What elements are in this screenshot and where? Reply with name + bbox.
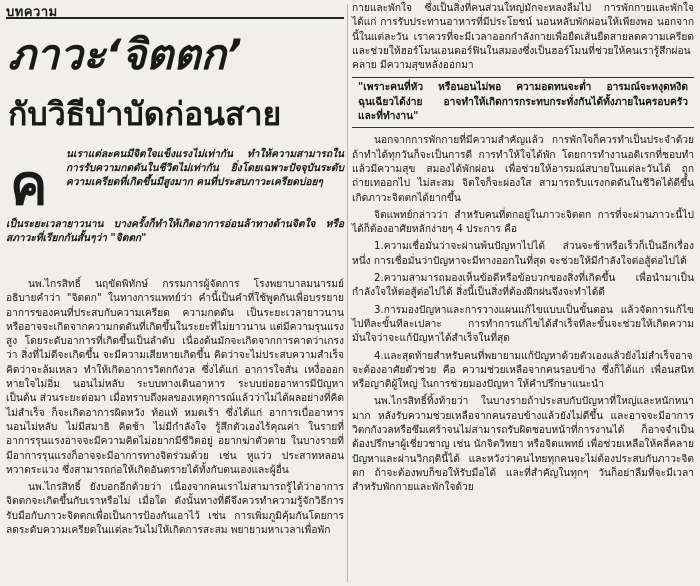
lead-text-rest: เป็นระยะเวลายาวนาน บางครั้งก็ทำให้เกิดอาการอ่อนล้าทางด้านจิตใจ หรือสภาวะที่เรียกกันสั้นๆว่า "จิตตก" xyxy=(6,219,344,244)
column-divider xyxy=(347,4,348,582)
right-body xyxy=(352,2,694,499)
pull-quote: "เพราะคนที่หัว หรือนอนไม่พอ ความอดทนจะต่ำ อารมณ์จะหงุดหงิด ฉุนเฉียวได้ง่าย อาจทำให้เกิดการกระทบกระทั่งกันได้ทั้งภายในครอบครัวและที่ทำงาน" xyxy=(352,77,694,128)
body-paragraph: นพ.ไกรสิทธิ์ ยังบอกอีกด้วยว่า เนื่องจากคนเราไม่สามารถรู้ได้ว่าอาการจิตตกจะเกิดขึ้นกับเราหรือไม่ เมื่อใด ดังนั้นทางที่ดีจึงควรทำความรู้จักวิธีการรับมือกับภาวะจิตตกเพื่อเป็นการป้องกันเอาไว้ เช่น การเพิ่มภูมิคุ้มกันโดยการลดระดับความเครียดในแต่ละวันไม่ให้เกิดการสะสม พยายามหาเวลาเพื่อพัก xyxy=(6,482,344,537)
body-paragraph: จิตแพทย์กล่าวว่า สำหรับคนที่ตกอยู่ในภาวะจิตตก การที่จะผ่านภาวะนี้ไปได้ก็ต้องอาศัยหลักง่ายๆ 4 ประการ คือ xyxy=(352,209,694,236)
list-item: 3.การมองปัญหาและการวางแผนแก้ไขแบบเป็นขั้นตอน แล้วจัดการแก้ไขไปทีละขั้นทีละเปลาะ การทำการแก้ไขได้สำเร็จทีละขั้นจะช่วยให้เกิดความมั่นใจว่าจะแก้ปัญหาได้สำเร็จในที่สุด xyxy=(352,304,694,345)
body-paragraph: นพ.ไกรสิทธิ์ นฤขัตพิทักษ์ กรรมการผู้จัดการ โรงพยาบาลมนารมย์ อธิบายคำว่า "จิตตก" ในทางการแพทย์ว่า คำนี้เป็นคำที่ใช้พูดกันเพื่อบรรยายอาการของคนที่ประสบกับความเครียด ความกดดัน เป็นระยะเวลายาวนาน หรืออาจจะเกิดจากความกดดันที่เกิดขึ้นในระยะที่ไม่ยาวนาน แต่มีความรุนแรงสูง โดยระดับอาการที่เกิดขึ้นเป็นลำดับ เนื่องด้นมักจะเกิดจากการคาดว่าเกรงว่า สิ่งที่ไม่ดีจะเกิดขึ้น จะมีความเสียหายเกิดขึ้น คิดว่าจะไม่ประสบความสำเร็จ คิดว่าจะล้มเหลว ทำให้เกิดอาการวิตกกังวล ซึ่งได้แก่ อาการใจสั่น เหงื่อออก หายใจไม่อิ่ม นอนไม่หลับ ระบบทางเดินอาหาร ระบบย่อยอาหารมีปัญหา เป็นต้น ส่วนระยะต่อมา เมื่อทราบถึงผลของเหตุการณ์แล้วว่าไม่ได้ผลอย่างที่คิด ไม่สำเร็จ ก็จะเกิดอาการผิดหวัง ท้อแท้ หมดเร้า ซึ่งได้แก่ อาการเบื่ออาหาร นอนไม่หลับ ไม่มีสมาธิ คิดช้า ไม่มีกำลังใจ รู้สึกตัวเองไร้คุณค่า ในรายที่อาการรุนแรงอาจจะมีความคิดไม่อยากมีชีวิตอยู่ อยากฆ่าตัวตาย ในบางรายที่มีอาการรุนแรงก็อาจจะมีอาการทางจิตร่วมด้วย เช่น หูแว่ว ประสาทหลอน หวาดระแวง ซึ่งสามารถก่อให้เกิดอันตรายได้ทั้งกับตนเองและผู้อื่น xyxy=(6,279,344,476)
right-column xyxy=(352,0,694,586)
left-body xyxy=(6,278,344,541)
lead-paragraph xyxy=(6,148,344,276)
list-item: 1.ความเชื่อมั่นว่าจะผ่านพ้นปัญหาไปได้ ส่วนจะช้าหรือเร็วก็เป็นอีกเรื่องหนึ่ง การเชื่อมั่นว่าปัญหาจะมีทางออกในที่สุด จะช่วยให้มีกำลังใจต่อสู้ต่อไปได้ xyxy=(352,241,694,267)
list-item: 4.และสุดท้ายสำหรับคนที่พยายามแก้ปัญหาด้วยตัวเองแล้วยังไม่สำเร็จอาจจะต้องอาศัยตัวช่วย คือ ความช่วยเหลือจากคนรอบข้าง ซึ่งก็ได้แก่ เพื่อนสนิท หรือญาติผู้ใหญ่ ในการช่วยมองปัญหา ให้คำปรึกษาแนะนำ xyxy=(352,350,694,391)
list-item: 2.ความสามารถมองเห็นข้อดีหรือข้อบวกของสิ่งที่เกิดขึ้น เพื่อนำมาเป็นกำลังใจให้ต่อสู้ต่อไปได้ สิ่งนี้เป็นสิ่งที่ต้องฝึกฝนจึงจะทำได้ดี xyxy=(352,273,694,299)
body-paragraph: นอกจากการพักกายที่มีความสำคัญแล้ว การพักใจก็ควรทำเป็นประจำด้วย ถ้าทำได้ทุกวันก็จะเป็นการดี การทำให้ใจได้พัก โดยการทำงานอดิเรกที่ชอบทำแล้วมีความสุข สมองได้พักผ่อน เพื่อช่วยให้อารมณ์สบายในแต่ละวันได้ ถูกถ่ายเทออกไป ไม่สะสม จิตใจก็จะผ่องใส สามารถรับแรงกดดันในชีวิตได้ดีขึ้น เกิดภาวะจิตตกได้ยากขึ้น xyxy=(352,135,694,204)
headline-line-2: กับวิธีบำบัดก่อนสาย xyxy=(8,95,282,133)
lead-text-first: นเราแต่ละคนมีจิตใจแข็งแรงไม่เท่ากัน ทำให้ความสามารถในการรับความกดดันในชีวิตไม่เท่ากัน ยิ่งโดยเฉพาะปัจจุบันระดับความเครียดที่เกิดขึ้นมีสูงมาก คนที่ประสบภาวะเครียดบ่อยๆ xyxy=(66,149,344,188)
headline-line-1: ภาวะ‘จิตตก’ xyxy=(8,30,242,79)
section-tag xyxy=(6,3,344,19)
body-paragraph: นพ.ไกรสิทธิ์ทิ้งท้ายว่า ในบางรายถ้าประสบกับปัญหาที่ใหญ่และหนักหนามาก หลังรับความช่วยเหลือจากคนรอบข้างแล้วยังไม่ดีขึ้น และอาจจะมีอาการวิตกกังวลหรือซึมเศร้าจนไม่สามารถรับผิดชอบหน้าที่การงานได้ ก็อาจจำเป็นต้องปรึกษาผู้เชี่ยวชาญ เช่น นักจิตวิทยา หรือจิตแพทย์ เพื่อช่วยเหลือให้คลี่คลายปัญหาและผ่านวิกฤตินี้ได้ และหวังว่าคนไทยทุกคนจะไม่ต้องประสบกับภาวะจิตตก ถ้าจะต้องพบก็ขอให้รับมือได้ และที่สำคัญในทุกๆ วันก็อย่าลืมที่จะมีเวลาสำหรับพักกายและพักใจด้วย xyxy=(352,396,694,494)
left-column xyxy=(6,0,344,586)
drop-cap: ค xyxy=(10,153,48,218)
body-paragraph: กายและพักใจ ซึ่งเป็นสิ่งที่คนส่วนใหญ่มักจะหลงลืมไป การพักกายและพักใจ ได้แก่ การรับประทานอาหารที่มีประโยชน์ นอนหลับพักผ่อนให้เพียงพอ นอกจากนี้ในแต่ละวัน เราควรที่จะมีเวลาออกกำลังกายเพื่อยืดเส้นยืดสายลดความเครียด และช่วยให้ฮอร์โมนเอนดอร์ฟินในสมองซึ่งเป็นฮอร์โมนที่ช่วยให้คนเรารู้สึกผ่อนคลาย มีความสุขหลั่งออกมา xyxy=(352,3,694,72)
section-label: บทความ xyxy=(6,5,58,20)
